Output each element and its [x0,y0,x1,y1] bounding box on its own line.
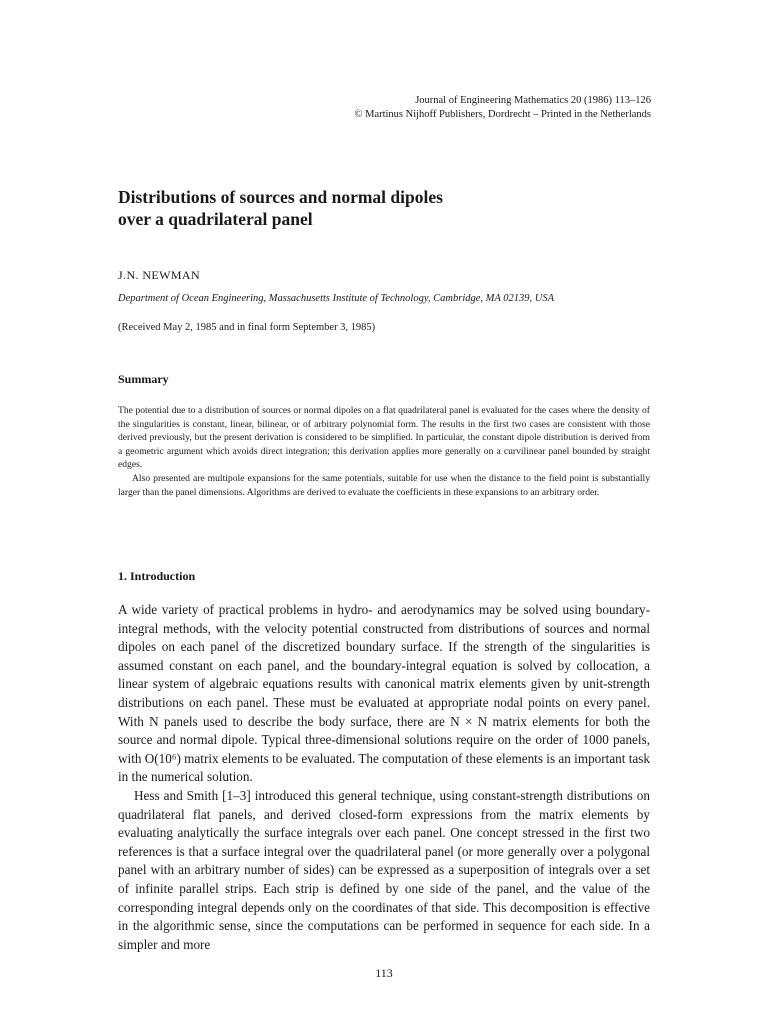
summary-heading: Summary [118,372,169,386]
page-number: 113 [375,966,393,980]
introduction-heading: 1. Introduction [118,569,196,583]
title-line-1: Distributions of sources and normal dipoles [118,187,443,207]
received-dates: (Received May 2, 1985 and in final form September 3, 1985) [118,322,376,333]
journal-header [355,94,652,122]
summary-paragraph: The potential due to a distribution of sources or normal dipoles on a flat quadrilateral panel is evaluated for the cases where the density of the singularities is constant, linear, bilinear, or of arbitrary polynomial form. The results in the first two cases are consistent with those derived previously, but the present derivation is considered to be simplified. In particular, the constant dipole distribution is derived from a geometric argument which avoids direct integration; this derivation applies more generally on a curvilinear panel bounded by straight edges. [118,405,650,471]
summary-body [118,404,650,499]
paper-title [118,186,658,230]
summary-paragraph: Also presented are multipole expansions for the same potentials, suitable for use when the distance to the field point is substantially larger than the panel dimensions. Algorithms are derived to evaluate the coefficients in these expansions to an arbitrary order. [118,472,650,498]
introduction-paragraph: A wide variety of practical problems in hydro- and aerodynamics may be solved using boundary-integral methods, with the velocity potential constructed from distributions of sources and normal dipoles on each panel of the discretized boundary surface. If the strength of the singularities is assumed constant on each panel, and the boundary-integral equation is solved by collocation, a linear system of algebraic equations results with canonical matrix elements given by unit-strength distributions on each panel. These must be evaluated at appropriate nodal points on every panel. With N panels used to describe the body surface, there are N × N matrix elements for both the source and normal dipole. Typical three-dimensional solutions require on the order of 1000 panels, with O(10⁶) matrix elements to be evaluated. The computation of these elements is an important task in the numerical solution. [118,602,650,785]
introduction-body [118,601,650,954]
author-name: J.N. NEWMAN [118,268,201,282]
author-affiliation: Department of Ocean Engineering, Massachusetts Institute of Technology, Cambridge, MA 02139, USA [118,293,554,304]
publisher-line: © Martinus Nijhoff Publishers, Dordrecht – Printed in the Netherlands [354,109,651,120]
journal-citation: Journal of Engineering Mathematics 20 (1986) 113–126 [415,95,651,106]
title-line-2: over a quadrilateral panel [118,209,313,229]
introduction-paragraph: Hess and Smith [1–3] introduced this general technique, using constant-strength distributions on quadrilateral flat panels, and derived closed-form expressions from the matrix elements by evaluating analytically the surface integrals over each panel. One concept stressed in the first two references is that a surface integral over the quadrilateral panel (or more generally over a polygonal panel with an arbitrary number of sides) can be expressed as a superposition of integrals over a set of infinite parallel strips. Each strip is defined by one side of the panel, and the value of the corresponding integral depends only on the coordinates of that side. This decomposition is effective in the algorithmic sense, since the computations can be performed in sequence for each side. In a simpler and more [118,787,650,952]
